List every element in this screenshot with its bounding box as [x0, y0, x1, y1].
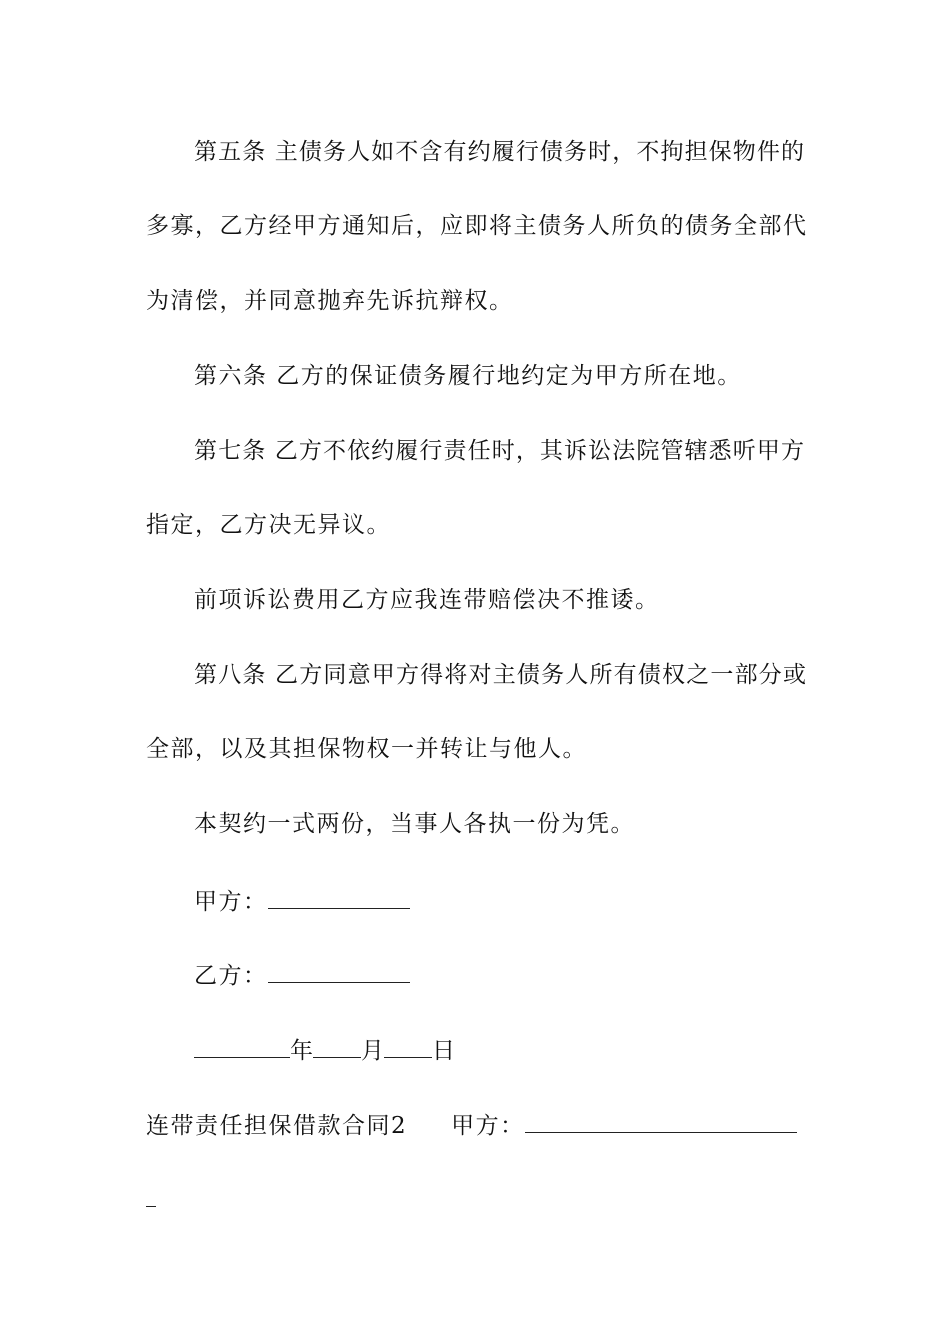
year-blank	[194, 1033, 290, 1058]
litigation-cost-line: 前项诉讼费用乙方应我连带赔偿决不推诿。	[194, 587, 660, 613]
article-5-line-2: 多寡，乙方经甲方通知后，应即将主债务人所负的债务全部代	[146, 213, 806, 239]
article-7-line-1: 第七条 乙方不依约履行责任时，其诉讼法院管辖悉听甲方	[194, 438, 804, 464]
article-5-line-1: 第五条 主债务人如不含有约履行债务时，不拘担保物件的	[194, 139, 804, 165]
next-contract-header	[146, 1108, 797, 1141]
day-blank	[384, 1033, 432, 1058]
article-8-line-2: 全部，以及其担保物权一并转让与他人。	[146, 736, 587, 762]
article-7-line-2: 指定，乙方决无异议。	[146, 512, 391, 538]
party-b-blank	[268, 958, 410, 983]
continuation-dash	[146, 1206, 156, 1207]
party-a-blank	[268, 884, 410, 909]
article-6-line-1: 第六条 乙方的保证债务履行地约定为甲方所在地。	[194, 363, 742, 389]
day-label: 日	[432, 1038, 455, 1064]
copies-clause-line: 本契约一式两份，当事人各执一份为凭。	[194, 811, 635, 837]
party-b-signature	[194, 958, 410, 991]
next-contract-title: 连带责任担保借款合同2	[146, 1113, 408, 1139]
date-line	[194, 1033, 455, 1066]
next-contract-party-a-blank	[525, 1108, 797, 1133]
article-5-line-3: 为清偿，并同意抛弃先诉抗辩权。	[146, 288, 514, 314]
month-label: 月	[361, 1038, 384, 1064]
party-b-label: 乙方：	[194, 963, 268, 989]
month-blank	[313, 1033, 361, 1058]
year-label: 年	[290, 1038, 313, 1064]
party-a-signature	[194, 884, 410, 917]
party-a-label: 甲方：	[194, 889, 268, 915]
article-8-line-1: 第八条 乙方同意甲方得将对主债务人所有债权之一部分或	[194, 662, 806, 688]
next-contract-party-a-label: 甲方：	[451, 1113, 525, 1139]
